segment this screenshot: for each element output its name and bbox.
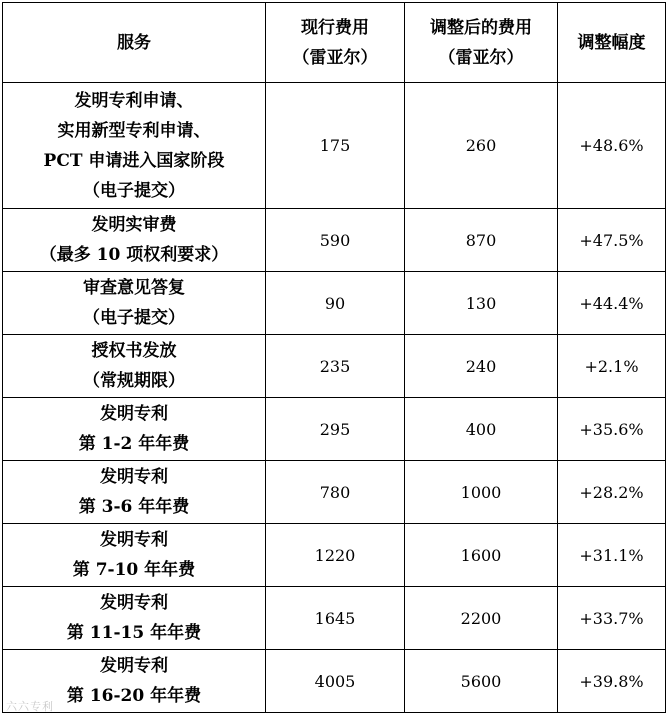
service-line: 第 16-20 年年费 bbox=[66, 686, 202, 706]
service-line: 发明专利 bbox=[100, 656, 168, 676]
current-fee-cell: 90 bbox=[266, 272, 405, 335]
current-fee-cell: 4005 bbox=[266, 650, 405, 713]
table-row bbox=[3, 83, 666, 209]
change-cell: +47.5% bbox=[558, 209, 666, 272]
table-row bbox=[3, 335, 666, 398]
service-cell bbox=[3, 83, 266, 209]
service-line: （电子提交） bbox=[83, 308, 185, 328]
header-change bbox=[558, 3, 666, 83]
change-cell: +28.2% bbox=[558, 461, 666, 524]
header-current-fee-line2: （雷亚尔） bbox=[292, 47, 378, 68]
table-row bbox=[3, 650, 666, 713]
service-line: 发明专利 bbox=[100, 467, 168, 487]
current-fee-cell: 780 bbox=[266, 461, 405, 524]
service-line: PCT 申请进入国家阶段 bbox=[43, 150, 225, 171]
service-line: 发明专利 bbox=[100, 404, 168, 424]
change-cell: +2.1% bbox=[558, 335, 666, 398]
service-cell bbox=[3, 272, 266, 335]
change-cell: +31.1% bbox=[558, 524, 666, 587]
service-line: 发明专利 bbox=[100, 530, 168, 550]
change-cell: +33.7% bbox=[558, 587, 666, 650]
table-row bbox=[3, 524, 666, 587]
adjusted-fee-cell: 1000 bbox=[405, 461, 558, 524]
service-line: 实用新型专利申请、 bbox=[57, 120, 211, 141]
watermark: 六六专利 bbox=[6, 700, 54, 713]
table-row bbox=[3, 272, 666, 335]
service-line: 审查意见答复 bbox=[83, 278, 185, 298]
adjusted-fee-cell: 5600 bbox=[405, 650, 558, 713]
service-line: 发明专利 bbox=[100, 593, 168, 613]
current-fee-cell: 590 bbox=[266, 209, 405, 272]
adjusted-fee-cell: 240 bbox=[405, 335, 558, 398]
service-line: （最多 10 项权利要求） bbox=[39, 245, 229, 265]
fee-table bbox=[2, 2, 666, 713]
header-adjusted-fee-line1: 调整后的费用 bbox=[430, 17, 532, 38]
table-row bbox=[3, 398, 666, 461]
table-row bbox=[3, 209, 666, 272]
service-cell bbox=[3, 398, 266, 461]
service-line: 第 11-15 年年费 bbox=[66, 623, 202, 643]
current-fee-cell: 1645 bbox=[266, 587, 405, 650]
change-cell: +35.6% bbox=[558, 398, 666, 461]
header-row bbox=[3, 3, 666, 83]
change-cell: +39.8% bbox=[558, 650, 666, 713]
service-line: 发明专利申请、 bbox=[74, 90, 194, 111]
table-row bbox=[3, 461, 666, 524]
header-adjusted-fee bbox=[405, 3, 558, 83]
table-row bbox=[3, 587, 666, 650]
header-change-line: 调整幅度 bbox=[577, 32, 646, 53]
header-service-line: 服务 bbox=[117, 32, 151, 53]
current-fee-cell: 295 bbox=[266, 398, 405, 461]
header-current-fee-line1: 现行费用 bbox=[301, 17, 369, 38]
service-line: 第 7-10 年年费 bbox=[72, 560, 196, 580]
change-cell: +48.6% bbox=[558, 83, 666, 209]
change-cell: +44.4% bbox=[558, 272, 666, 335]
header-current-fee bbox=[266, 3, 405, 83]
header-adjusted-fee-line2: （雷亚尔） bbox=[438, 47, 524, 68]
service-line: 发明实审费 bbox=[91, 215, 177, 235]
adjusted-fee-cell: 260 bbox=[405, 83, 558, 209]
service-cell bbox=[3, 461, 266, 524]
adjusted-fee-cell: 130 bbox=[405, 272, 558, 335]
adjusted-fee-cell: 870 bbox=[405, 209, 558, 272]
adjusted-fee-cell: 400 bbox=[405, 398, 558, 461]
current-fee-cell: 1220 bbox=[266, 524, 405, 587]
service-line: （电子提交） bbox=[83, 180, 185, 201]
service-cell bbox=[3, 524, 266, 587]
current-fee-cell: 235 bbox=[266, 335, 405, 398]
service-line: 第 1-2 年年费 bbox=[78, 434, 190, 454]
service-line: 授权书发放 bbox=[91, 341, 177, 361]
service-cell bbox=[3, 587, 266, 650]
service-cell bbox=[3, 335, 266, 398]
header-service bbox=[3, 3, 266, 83]
adjusted-fee-cell: 2200 bbox=[405, 587, 558, 650]
service-cell bbox=[3, 209, 266, 272]
service-line: （常规期限） bbox=[83, 371, 185, 391]
adjusted-fee-cell: 1600 bbox=[405, 524, 558, 587]
service-line: 第 3-6 年年费 bbox=[78, 497, 190, 517]
current-fee-cell: 175 bbox=[266, 83, 405, 209]
